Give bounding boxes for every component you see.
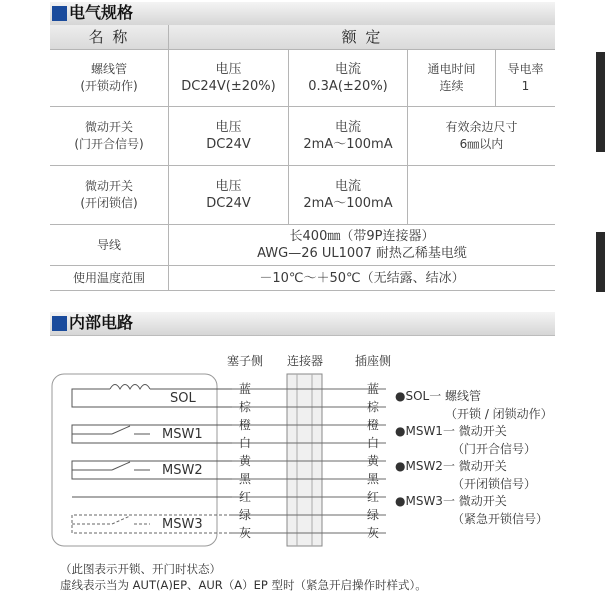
wire-label-socket: 红 [366,490,380,504]
wire-label-socket: 黄 [366,454,380,468]
wire-label-plug: 红 [238,490,252,504]
cell-duty-ratio: 导电率 1 [507,62,544,93]
section-header-electrical-spec [50,2,555,26]
table-divider [50,224,555,225]
wire-label-socket: 黑 [366,472,380,486]
wire-label-socket: 白 [366,436,380,450]
cell-margin-size: 有效余边尺寸 6㎜以内 [445,120,518,151]
cell-current: 电流 2mA～100mA [303,120,393,152]
row-name-temperature: 使用温度范围 [72,271,145,285]
wire-label-plug: 黄 [238,454,252,468]
cell-current: 电流 2mA～100mA [303,179,393,211]
legend-sol: ●SOL一 螺线管 [395,389,482,403]
column-label-plug: 塞子侧 [226,354,264,368]
table-divider [50,49,555,50]
section-header-internal-circuit [50,312,555,336]
cell-voltage: 电压 DC24V [206,179,251,211]
component-label-msw2: MSW2 [162,463,203,478]
wire-label-plug: 白 [238,436,252,450]
table-divider [50,106,555,107]
coil-icon [110,385,150,390]
row-name-solenoid: 螺线管 (开锁动作) [80,62,138,93]
table-divider [168,25,169,291]
switch-icon [112,426,130,434]
wire-label-socket: 棕 [366,400,380,414]
wire-label-plug: 橙 [238,418,252,432]
section-marker-icon [52,6,67,21]
legend-msw1: ●MSW1一 微动开关 [395,424,507,438]
column-label-socket: 插座侧 [354,354,392,368]
wire-label-plug: 灰 [238,526,252,540]
switch-icon [112,516,130,524]
component-label-sol: SOL [170,391,196,406]
cell-current: 电流 0.3A(±20%) [308,62,388,94]
legend-msw3-desc: （紧急开锁信号） [452,512,549,526]
edge-mark [596,52,605,152]
component-label-msw1: MSW1 [162,427,203,442]
section-marker-icon [52,316,67,331]
circuit-diagram [0,340,596,560]
internal-wire-dashed [72,515,232,533]
note-dashed-line: 虚线表示当为 AUT(A)EP、AUR（A）EP 型时（紧急开启操作时样式）。 [60,578,427,592]
table-divider [495,50,496,107]
wire-label-socket: 灰 [366,526,380,540]
component-label-msw3: MSW3 [162,517,203,532]
cell-temperature-range: －10℃～＋50℃（无结露、结冰） [259,271,465,286]
table-divider [50,165,555,166]
legend-msw3: ●MSW3一 微动开关 [395,494,507,508]
legend-msw2-desc: （开闭锁信号） [452,477,537,491]
wire-label-plug: 棕 [238,400,252,414]
note-state: （此图表示开锁、开门时状态） [60,562,221,576]
wire-label-socket: 绿 [366,508,380,522]
cell-voltage: 电压 DC24V [206,120,251,152]
header-name: 名 称 [88,27,130,46]
legend-sol-desc: （开锁 / 闭锁动作） [445,407,553,421]
header-rating: 额 定 [341,27,383,46]
connector-body [287,374,322,546]
section-title: 电气规格 [69,3,134,22]
table-divider [50,290,555,291]
legend-msw1-desc: （门开合信号） [452,442,537,456]
column-label-connector: 连接器 [286,354,324,368]
wire-label-plug: 黑 [238,472,252,486]
spec-table [50,25,555,291]
wire-label-plug: 蓝 [238,382,252,396]
row-name-lead-wire: 导线 [96,237,121,252]
cell-duty-time: 通电时间 连续 [427,62,476,93]
switch-icon [112,462,130,470]
row-name-microswitch-door: 微动开关 (门开合信号) [74,120,144,151]
section-title: 内部电路 [69,313,134,332]
table-divider [288,50,289,225]
row-name-microswitch-lock: 微动开关 (开闭锁信) [80,179,138,210]
cell-lead-wire-spec: 长400㎜（带9P连接器） AWG—26 UL1007 耐热乙稀基电缆 [257,229,467,261]
internal-wire [72,389,232,407]
wire-label-plug: 绿 [238,508,252,522]
table-divider [50,265,555,266]
wire-label-socket: 蓝 [366,382,380,396]
cell-voltage: 电压 DC24V(±20%) [181,62,276,94]
edge-mark [596,232,605,292]
wire-label-socket: 橙 [366,418,380,432]
table-divider [407,50,408,225]
legend-msw2: ●MSW2一 微动开关 [395,459,507,473]
